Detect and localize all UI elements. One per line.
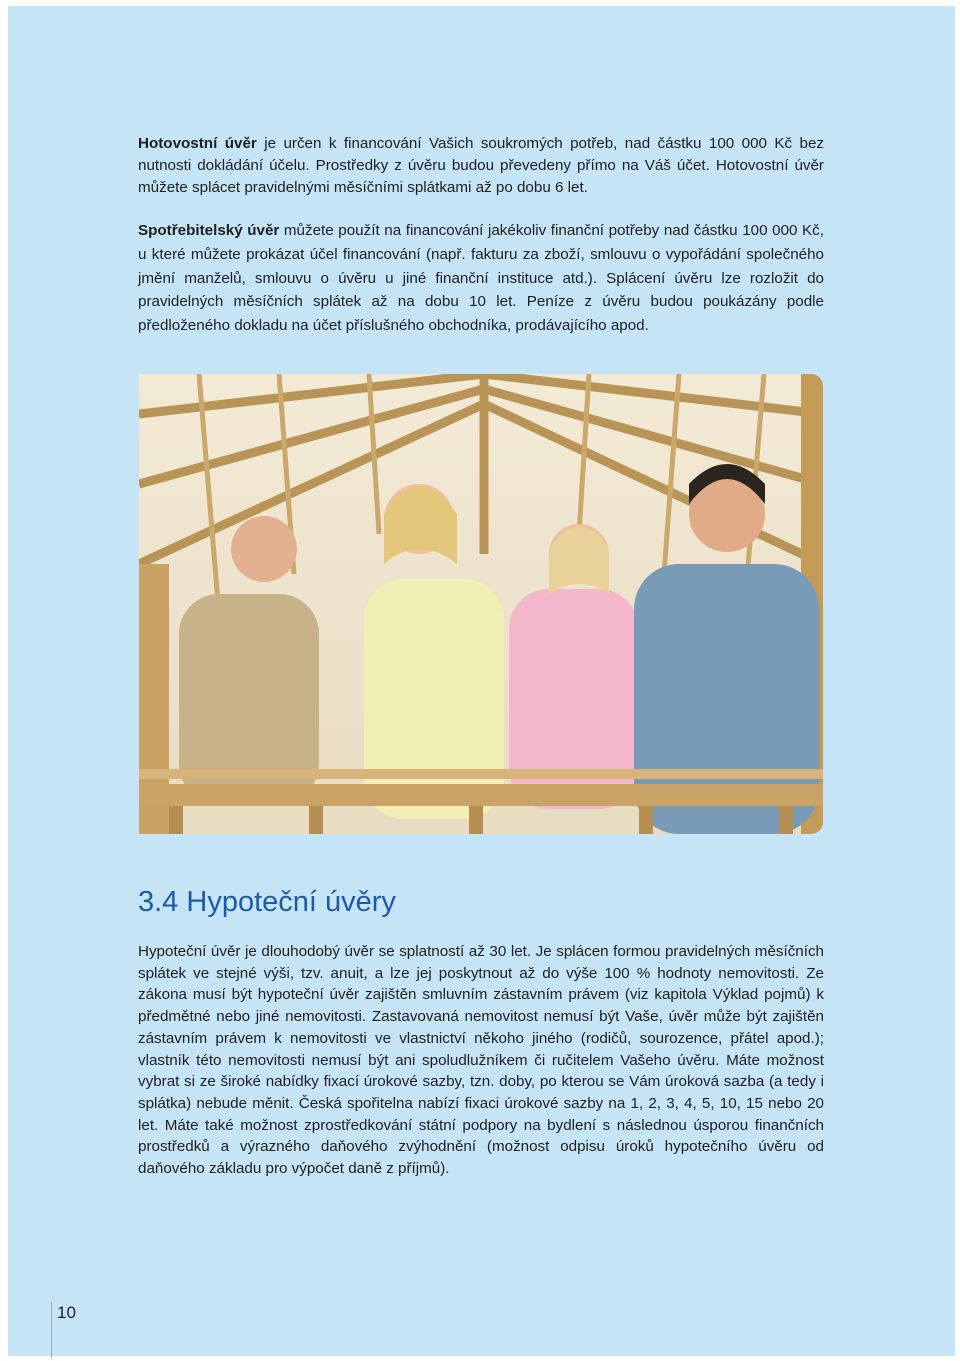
cash-loan-text: je určen k financování Vašich soukromých potřeb, nad částku 100 000 Kč bez nutnosti dokládání účelu. Prostředky z úvěru budou převedeny přímo na Váš účet. Hotovostní úvěr můžete splácet pravidelnými měsíčními splátkami až po dobu 6 let. (138, 135, 824, 196)
page-number-rule (51, 1302, 52, 1358)
term-consumer-loan: Spotřebitelský úvěr (138, 222, 280, 239)
section-heading-mortgage: 3.4 Hypoteční úvěry (138, 886, 396, 918)
consumer-loan-text: můžete použít na financování jakékoliv finanční potřeby nad částku 100 000 Kč, u které můžete prokázat účel financování (např. fakturu za zboží, smlouvu o vypořádání společného jmění manželů, smlouvu o úvěru u jiné finanční instituce atd.). Splácení úvěru lze rozložit do pravidelných měsíčních splátek až na dobu 10 let. Peníze z úvěru budou poukázány podle předloženého dokladu na účet příslušného obchodníka, prodávajícího apod. (138, 222, 824, 335)
term-cash-loan: Hotovostní úvěr (138, 135, 257, 152)
family-photo (139, 374, 823, 834)
paragraph-mortgage (138, 941, 824, 1180)
paragraph-cash-loan (138, 133, 824, 199)
mortgage-text: Hypoteční úvěr je dlouhodobý úvěr se splatností až 30 let. Je splácen formou pravidelných měsíčních splátek ve stejné výši, tzv. anuit, a lze jej poskytnout až do výše 100 % hodnoty nemovitosti. Ze zákona musí být hypoteční úvěr zajištěn smluvním zástavním právem (viz kapitola Výklad pojmů) k předmětné nebo jiné nemovitosti. Zastavovaná nemovitost nemusí být Vaše, úvěr může být zajištěn zástavním právem k nemovitosti ve vlastnictví někoho jiného (rodičů, sourozence, přátel apod.); vlastník této nemovitosti nemusí být ani spoludlužníkem či ručitelem Vašeho úvěru. Máte možnost vybrat si ze široké nabídky fixací úrokové sazby, tzn. doby, po kterou se Vám úroková sazba (a tedy i splátka) nebude měnit. Česká spořitelna nabízí fixaci úrokové sazby na 1, 2, 3, 4, 5, 10, 15 nebo 20 let. Máte také možnost zprostředkování státní podpory na bydlení s následnou úsporou finančních prostředků a výrazného daňového zvýhodnění (možnost odpisu úroků hypotečního úvěru od daňového základu pro výpočet daně z příjmů). (138, 943, 824, 1178)
page-number: 10 (57, 1303, 76, 1322)
paragraph-consumer-loan (138, 219, 824, 338)
